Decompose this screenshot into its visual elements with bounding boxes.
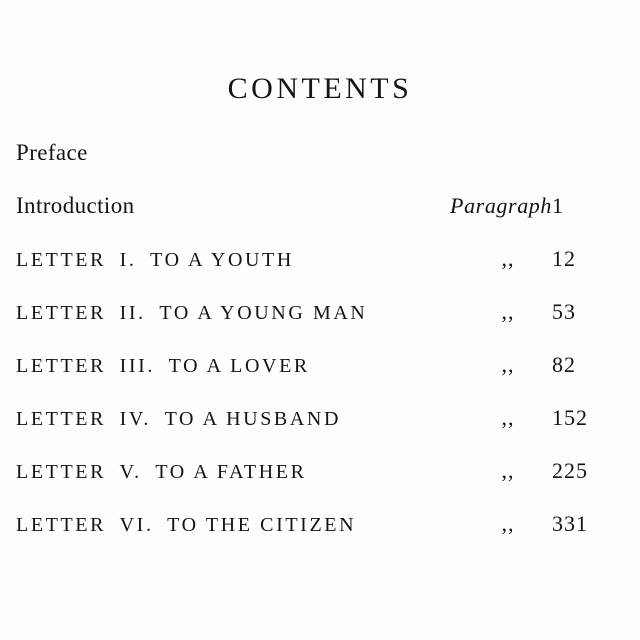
letter-word: LETTER [16, 514, 107, 536]
letter-title: TO A FATHER [155, 461, 307, 483]
ditto-mark: ,, [501, 458, 515, 483]
toc-entry-label [16, 249, 294, 272]
letter-title: TO A LOVER [168, 355, 310, 377]
ditto-mark: ,, [501, 405, 515, 430]
toc-entry-number: 12 [552, 246, 576, 271]
toc-entry-mid [464, 299, 552, 325]
letter-title: TO THE CITIZEN [167, 514, 357, 536]
toc-entry-number: 53 [552, 299, 576, 324]
letter-word: LETTER [16, 355, 107, 377]
toc-entry-label [16, 408, 341, 431]
toc-entry-number: 152 [552, 405, 588, 430]
letter-numeral: I. [119, 249, 137, 271]
toc-entry-mid [464, 352, 552, 378]
letter-word: LETTER [16, 408, 107, 430]
toc-entry-number: 1 [552, 193, 564, 218]
letter-title: TO A YOUTH [150, 249, 294, 271]
toc-entry-label [16, 355, 310, 378]
ditto-mark: ,, [501, 352, 515, 377]
letter-word: LETTER [16, 461, 107, 483]
toc-row-letter-vi [16, 511, 624, 564]
toc-entry-mid [464, 246, 552, 272]
toc-entry-label [16, 461, 307, 484]
toc-row-letter-iii [16, 352, 624, 405]
ditto-mark: ,, [501, 299, 515, 324]
toc-entry-label: Preface [16, 140, 88, 165]
toc-entry-label [16, 302, 367, 325]
toc-entry-label [16, 514, 356, 537]
letter-numeral: II. [119, 302, 146, 324]
toc-entry-label: Introduction [16, 193, 135, 218]
toc-row-letter-ii [16, 299, 624, 352]
page-title: CONTENTS [227, 72, 413, 105]
toc-entry-number: 225 [552, 458, 588, 483]
letter-title: TO A YOUNG MAN [159, 302, 368, 324]
ditto-mark: ,, [501, 246, 515, 271]
letter-word: LETTER [16, 302, 107, 324]
letter-word: LETTER [16, 249, 107, 271]
toc-entry-number: 82 [552, 352, 576, 377]
toc-entry-number: 331 [552, 511, 588, 536]
toc-row-preface [16, 140, 624, 193]
toc-entry-mid [464, 405, 552, 431]
letter-numeral: III. [119, 355, 156, 377]
toc-entry-mid [464, 458, 552, 484]
toc-row-letter-i [16, 246, 624, 299]
toc-entry-mid [464, 511, 552, 537]
toc-row-letter-iv [16, 405, 624, 458]
toc-row-letter-v [16, 458, 624, 511]
letter-numeral: VI. [119, 514, 154, 536]
letter-numeral: V. [119, 461, 142, 483]
ditto-mark: ,, [501, 511, 515, 536]
letter-numeral: IV. [119, 408, 151, 430]
paragraph-column-header: Paragraph [450, 193, 552, 218]
toc-row-introduction [16, 193, 624, 246]
table-of-contents [16, 140, 624, 564]
letter-title: TO A HUSBAND [164, 408, 341, 430]
